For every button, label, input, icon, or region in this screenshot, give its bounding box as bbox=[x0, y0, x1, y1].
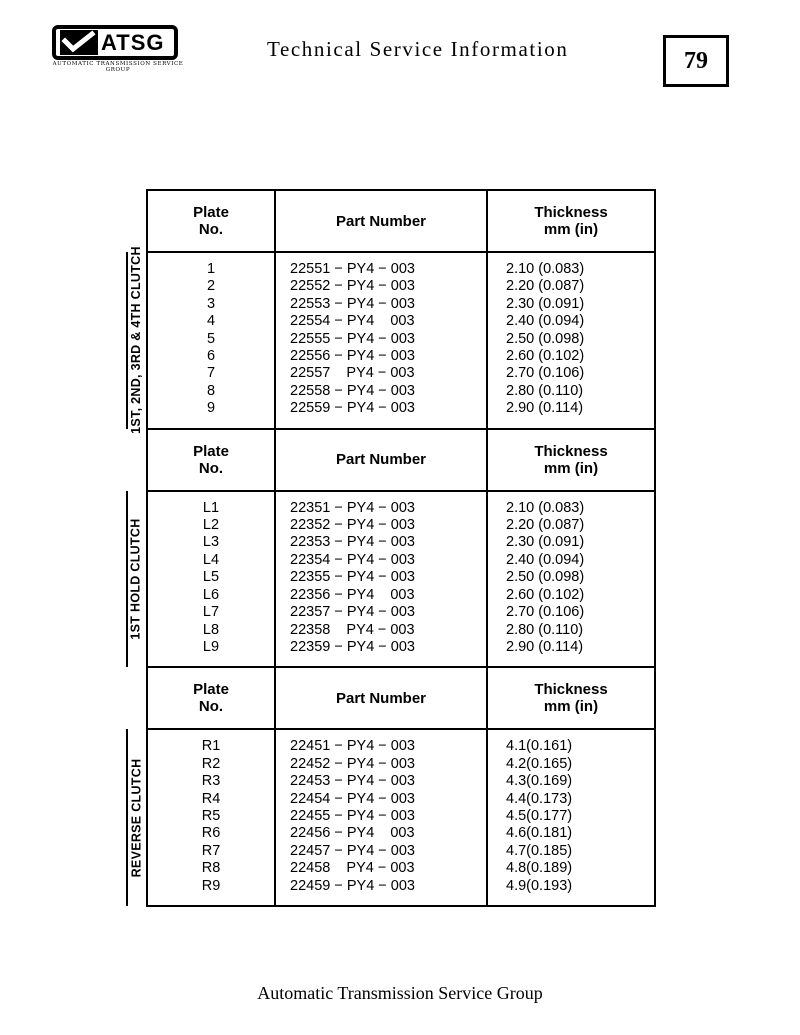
section-divider-line bbox=[126, 252, 128, 429]
plate-no-column bbox=[147, 729, 275, 906]
table-cell: 2.70 (0.106) bbox=[506, 604, 585, 621]
table-cell: R4 bbox=[201, 790, 221, 807]
table-cell: 2.50 (0.098) bbox=[506, 569, 585, 586]
table-cell: 2.10 (0.083) bbox=[506, 261, 585, 277]
table-cell: R1 bbox=[201, 738, 221, 755]
table-cell: 2.60 (0.102) bbox=[506, 348, 585, 365]
table-cell: 22353 − PY4 − 003 bbox=[290, 534, 415, 551]
table-cell: 5 bbox=[206, 330, 216, 347]
section-label-text: REVERSE CLUTCH bbox=[129, 758, 144, 878]
table-cell: 8 bbox=[206, 382, 216, 399]
table-cell: 2.10 (0.083) bbox=[506, 499, 585, 516]
table-cell: 22558 − PY4 − 003 bbox=[290, 382, 415, 399]
table-cell: R5 bbox=[201, 807, 221, 824]
thickness-header: Thickness mm (in) bbox=[487, 190, 655, 252]
table-cell: L8 bbox=[202, 621, 220, 638]
footer-text: Automatic Transmission Service Group bbox=[257, 983, 543, 1003]
table-cell: 22451 − PY4 − 003 bbox=[290, 738, 415, 755]
section-body-reverse-clutch bbox=[147, 729, 655, 906]
table-cell: 2.90 (0.114) bbox=[506, 400, 584, 417]
section-label-text: 1ST, 2ND, 3RD & 4TH CLUTCH bbox=[129, 246, 143, 435]
table-cell: 22354 − PY4 − 003 bbox=[290, 551, 415, 568]
table-cell: 22553 − PY4 − 003 bbox=[290, 295, 415, 312]
table-cell: 4.3(0.169) bbox=[506, 773, 573, 790]
thickness-column bbox=[487, 491, 655, 668]
table-cell: L9 bbox=[202, 638, 220, 655]
table-cell: 4 bbox=[206, 313, 216, 330]
table-cell: L6 bbox=[202, 586, 220, 603]
table-cell: L1 bbox=[202, 499, 220, 516]
thickness-column bbox=[487, 729, 655, 906]
table-cell: 2.20 (0.087) bbox=[506, 278, 585, 295]
part-number-header: Part Number bbox=[275, 429, 487, 491]
table-cell: R2 bbox=[201, 755, 221, 772]
page-title: Technical Service Information bbox=[267, 37, 569, 61]
table-cell: 7 bbox=[206, 365, 216, 382]
table-cell: L3 bbox=[202, 534, 220, 551]
table-cell: 22556 − PY4 − 003 bbox=[290, 348, 415, 365]
section-divider-line bbox=[126, 729, 128, 906]
plate-no-column bbox=[147, 491, 275, 668]
table-cell: R6 bbox=[201, 825, 221, 842]
table-cell: 2 bbox=[206, 278, 216, 295]
plate-no-header: Plate No. bbox=[147, 667, 275, 729]
clutch-plate-table bbox=[146, 189, 656, 907]
thickness-header: Thickness mm (in) bbox=[487, 429, 655, 491]
table-cell: 4.9(0.193) bbox=[506, 877, 573, 894]
logo-frame bbox=[52, 25, 178, 60]
table-cell: 22557 PY4 − 003 bbox=[290, 365, 415, 382]
table-cell: 4.8(0.189) bbox=[506, 860, 573, 877]
table-cell: R3 bbox=[201, 773, 221, 790]
table-cell: 3 bbox=[206, 295, 216, 312]
table-cell: R9 bbox=[201, 877, 221, 894]
table-cell: 22454 − PY4 − 003 bbox=[290, 790, 415, 807]
section-label-1st-4th-clutch bbox=[126, 246, 146, 435]
table-cell: 2.40 (0.094) bbox=[506, 551, 585, 568]
table-cell: 2.80 (0.110) bbox=[506, 382, 584, 399]
table-cell: 2.50 (0.098) bbox=[506, 330, 585, 347]
table-cell: 22459 − PY4 − 003 bbox=[290, 877, 415, 894]
table-header-row bbox=[147, 429, 655, 491]
table-cell: R8 bbox=[201, 860, 221, 877]
part-number-header: Part Number bbox=[275, 667, 487, 729]
table-cell: 22554 − PY4 003 bbox=[290, 313, 415, 330]
section-label-1st-hold-clutch bbox=[126, 491, 146, 668]
table-cell: 2.20 (0.087) bbox=[506, 517, 585, 534]
plate-no-column bbox=[147, 252, 275, 429]
table-cell: 22355 − PY4 − 003 bbox=[290, 569, 415, 586]
table-cell: 9 bbox=[206, 400, 216, 417]
table-header-row bbox=[147, 190, 655, 252]
table-cell: 22359 − PY4 − 003 bbox=[290, 638, 415, 655]
table-cell: 22357 − PY4 − 003 bbox=[290, 604, 415, 621]
table-cell: 22458 PY4 − 003 bbox=[290, 860, 415, 877]
table-cell: 2.70 (0.106) bbox=[506, 365, 585, 382]
atsg-logo bbox=[42, 22, 194, 80]
table-cell: 22559 − PY4 − 003 bbox=[290, 400, 415, 417]
section-divider-line bbox=[126, 491, 128, 668]
table-cell: 2.30 (0.091) bbox=[506, 295, 585, 312]
logo-tagline: AUTOMATIC TRANSMISSION SERVICE GROUP bbox=[52, 61, 184, 73]
table-cell: 2.60 (0.102) bbox=[506, 586, 585, 603]
table-cell: 2.30 (0.091) bbox=[506, 534, 585, 551]
section-label-reverse-clutch bbox=[126, 729, 146, 906]
table-cell: 6 bbox=[206, 348, 216, 365]
part-number-column bbox=[275, 491, 487, 668]
logo-text: ATSG bbox=[101, 29, 165, 55]
part-number-column bbox=[275, 252, 487, 429]
table-cell: 22351 − PY4 − 003 bbox=[290, 499, 415, 516]
part-number-header: Part Number bbox=[275, 190, 487, 252]
page-number: 79 bbox=[663, 35, 729, 87]
part-number-column bbox=[275, 729, 487, 906]
table-cell: 2.40 (0.094) bbox=[506, 313, 585, 330]
table-cell: 4.4(0.173) bbox=[506, 790, 573, 807]
table-cell: 4.7(0.185) bbox=[506, 842, 573, 859]
table-cell: 22456 − PY4 003 bbox=[290, 825, 415, 842]
table-cell: L5 bbox=[202, 569, 220, 586]
table-cell: 22453 − PY4 − 003 bbox=[290, 773, 415, 790]
table-header-row bbox=[147, 667, 655, 729]
section-body-1st-4th-clutch bbox=[147, 252, 655, 429]
table-cell: 4.1(0.161) bbox=[506, 738, 573, 755]
section-body-1st-hold-clutch bbox=[147, 491, 655, 668]
checkmark-icon bbox=[59, 29, 99, 56]
table-cell: 22555 − PY4 − 003 bbox=[290, 330, 415, 347]
table-cell: R7 bbox=[201, 842, 221, 859]
table-cell: 4.5(0.177) bbox=[506, 807, 573, 824]
table-cell: 22455 − PY4 − 003 bbox=[290, 807, 415, 824]
thickness-column bbox=[487, 252, 655, 429]
table-cell: 22358 PY4 − 003 bbox=[290, 621, 415, 638]
table-cell: 4.2(0.165) bbox=[506, 755, 573, 772]
thickness-header: Thickness mm (in) bbox=[487, 667, 655, 729]
plate-no-header: Plate No. bbox=[147, 190, 275, 252]
table-cell: 22551 − PY4 − 003 bbox=[290, 261, 415, 277]
table-cell: 2.80 (0.110) bbox=[506, 621, 584, 638]
table-cell: 22352 − PY4 − 003 bbox=[290, 517, 415, 534]
table-cell: 22452 − PY4 − 003 bbox=[290, 755, 415, 772]
plate-no-header: Plate No. bbox=[147, 429, 275, 491]
table-cell: 2.90 (0.114) bbox=[506, 638, 584, 655]
table-cell: L7 bbox=[202, 604, 220, 621]
table-cell: L2 bbox=[202, 517, 220, 534]
table-cell: 22457 − PY4 − 003 bbox=[290, 842, 415, 859]
table-cell: L4 bbox=[202, 551, 220, 568]
section-label-text: 1ST HOLD CLUTCH bbox=[129, 518, 144, 640]
table-cell: 4.6(0.181) bbox=[506, 825, 573, 842]
table-cell: 1 bbox=[206, 261, 216, 277]
table-cell: 22356 − PY4 003 bbox=[290, 586, 415, 603]
table-cell: 22552 − PY4 − 003 bbox=[290, 278, 415, 295]
